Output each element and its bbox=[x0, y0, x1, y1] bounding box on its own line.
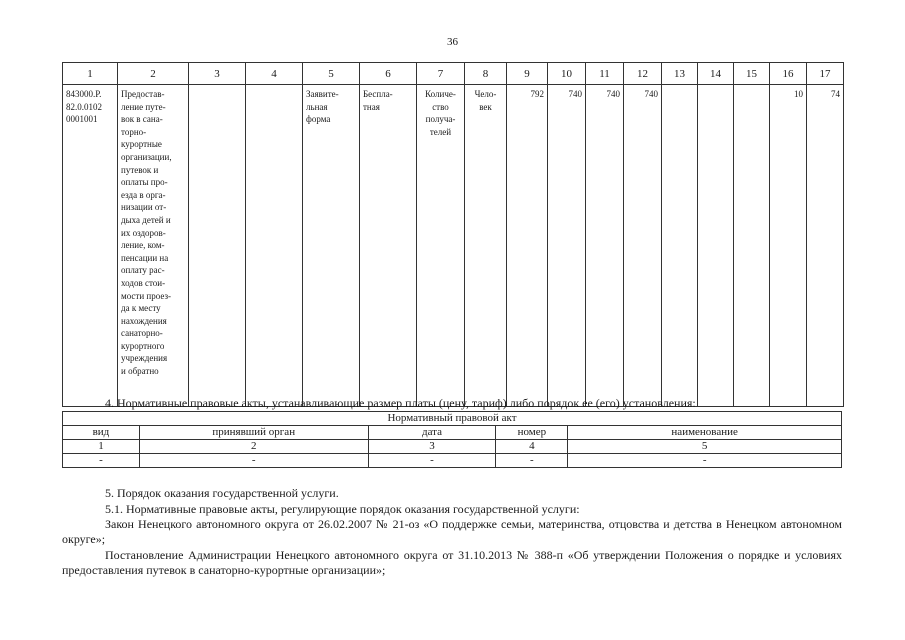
act-number-cell: - bbox=[496, 454, 568, 468]
section-4-heading: 4. Нормативные правовые акты, устанавливающие размер платы (цену, тариф) либо порядок ее (его) установления: bbox=[105, 396, 696, 410]
service-description-cell: Предостав- ление путе- вок в сана- торно- курортные организации, путевок и оплаты про- езда в орга- низации от- дыха детей и их оздоров- ление, ком- пенсации на оплату рас- ходов стои- мости проез- да к месту нахождения санаторно- курортного учреждения и обратно bbox=[118, 85, 189, 407]
column-number-4: 4 bbox=[496, 440, 568, 454]
value-cell-11: 740 bbox=[586, 85, 624, 407]
column-header-row bbox=[63, 426, 842, 440]
section-5-heading: 5. Порядок оказания государственной услуги. bbox=[105, 486, 339, 500]
header-cell-3: 3 bbox=[189, 63, 246, 85]
value-cell-9: 792 bbox=[507, 85, 548, 407]
value-cell-10: 740 bbox=[548, 85, 586, 407]
table-row bbox=[63, 85, 844, 407]
column-number-row bbox=[63, 440, 842, 454]
legal-acts-table bbox=[62, 411, 842, 468]
column-header-name: наименование bbox=[568, 426, 842, 440]
act-date-cell: - bbox=[368, 454, 496, 468]
cell-3 bbox=[189, 85, 246, 407]
column-header-date: дата bbox=[368, 426, 496, 440]
column-header-type: вид bbox=[63, 426, 140, 440]
header-cell-14: 14 bbox=[698, 63, 734, 85]
column-number-3: 3 bbox=[368, 440, 496, 454]
column-number-1: 1 bbox=[63, 440, 140, 454]
column-header-authority: принявший орган bbox=[139, 426, 368, 440]
column-number-5: 5 bbox=[568, 440, 842, 454]
act-type-cell: - bbox=[63, 454, 140, 468]
group-header-row bbox=[63, 412, 842, 426]
cell-4 bbox=[246, 85, 303, 407]
act-name-cell: - bbox=[568, 454, 842, 468]
registry-code-cell: 843000.Р. 82.0.0102 0001001 bbox=[63, 85, 118, 407]
header-cell-13: 13 bbox=[662, 63, 698, 85]
header-cell-15: 15 bbox=[734, 63, 770, 85]
header-cell-17: 17 bbox=[807, 63, 844, 85]
law-paragraph-2: Постановление Администрации Ненецкого автономного округа от 31.10.2013 № 388-п «Об утверждении Положения о порядке и условиях предоставления путевок в санаторно-курортные организации»; bbox=[62, 548, 842, 577]
group-header: Нормативный правовой акт bbox=[63, 412, 842, 426]
header-cell-7: 7 bbox=[417, 63, 465, 85]
provision-form-cell: Заявите- льная форма bbox=[303, 85, 360, 407]
law-paragraph-1: Закон Ненецкого автономного округа от 26.02.2007 № 21-оз «О поддержке семьи, материнства, отцовства и детства в Ненецком автономном округе»; bbox=[62, 517, 842, 546]
header-cell-12: 12 bbox=[624, 63, 662, 85]
header-cell-1: 1 bbox=[63, 63, 118, 85]
service-indicators-table bbox=[62, 62, 844, 407]
section-5-1-heading: 5.1. Нормативные правовые акты, регулирующие порядок оказания государственной услуги: bbox=[105, 502, 580, 516]
payment-type-cell: Беспла- тная bbox=[360, 85, 417, 407]
column-number-2: 2 bbox=[139, 440, 368, 454]
table-row bbox=[63, 454, 842, 468]
value-cell-17: 74 bbox=[807, 85, 844, 407]
column-header-number: номер bbox=[496, 426, 568, 440]
header-cell-16: 16 bbox=[770, 63, 807, 85]
header-cell-10: 10 bbox=[548, 63, 586, 85]
value-cell-13 bbox=[662, 85, 698, 407]
value-cell-15 bbox=[734, 85, 770, 407]
value-cell-16: 10 bbox=[770, 85, 807, 407]
header-row bbox=[63, 63, 844, 85]
header-cell-11: 11 bbox=[586, 63, 624, 85]
header-cell-9: 9 bbox=[507, 63, 548, 85]
value-cell-14 bbox=[698, 85, 734, 407]
page-number: 36 bbox=[447, 36, 458, 48]
act-authority-cell: - bbox=[139, 454, 368, 468]
header-cell-4: 4 bbox=[246, 63, 303, 85]
header-cell-6: 6 bbox=[360, 63, 417, 85]
indicator-name-cell: Количе- ство получа- телей bbox=[417, 85, 465, 407]
header-cell-8: 8 bbox=[465, 63, 507, 85]
header-cell-2: 2 bbox=[118, 63, 189, 85]
value-cell-12: 740 bbox=[624, 85, 662, 407]
unit-cell: Чело- век bbox=[465, 85, 507, 407]
header-cell-5: 5 bbox=[303, 63, 360, 85]
